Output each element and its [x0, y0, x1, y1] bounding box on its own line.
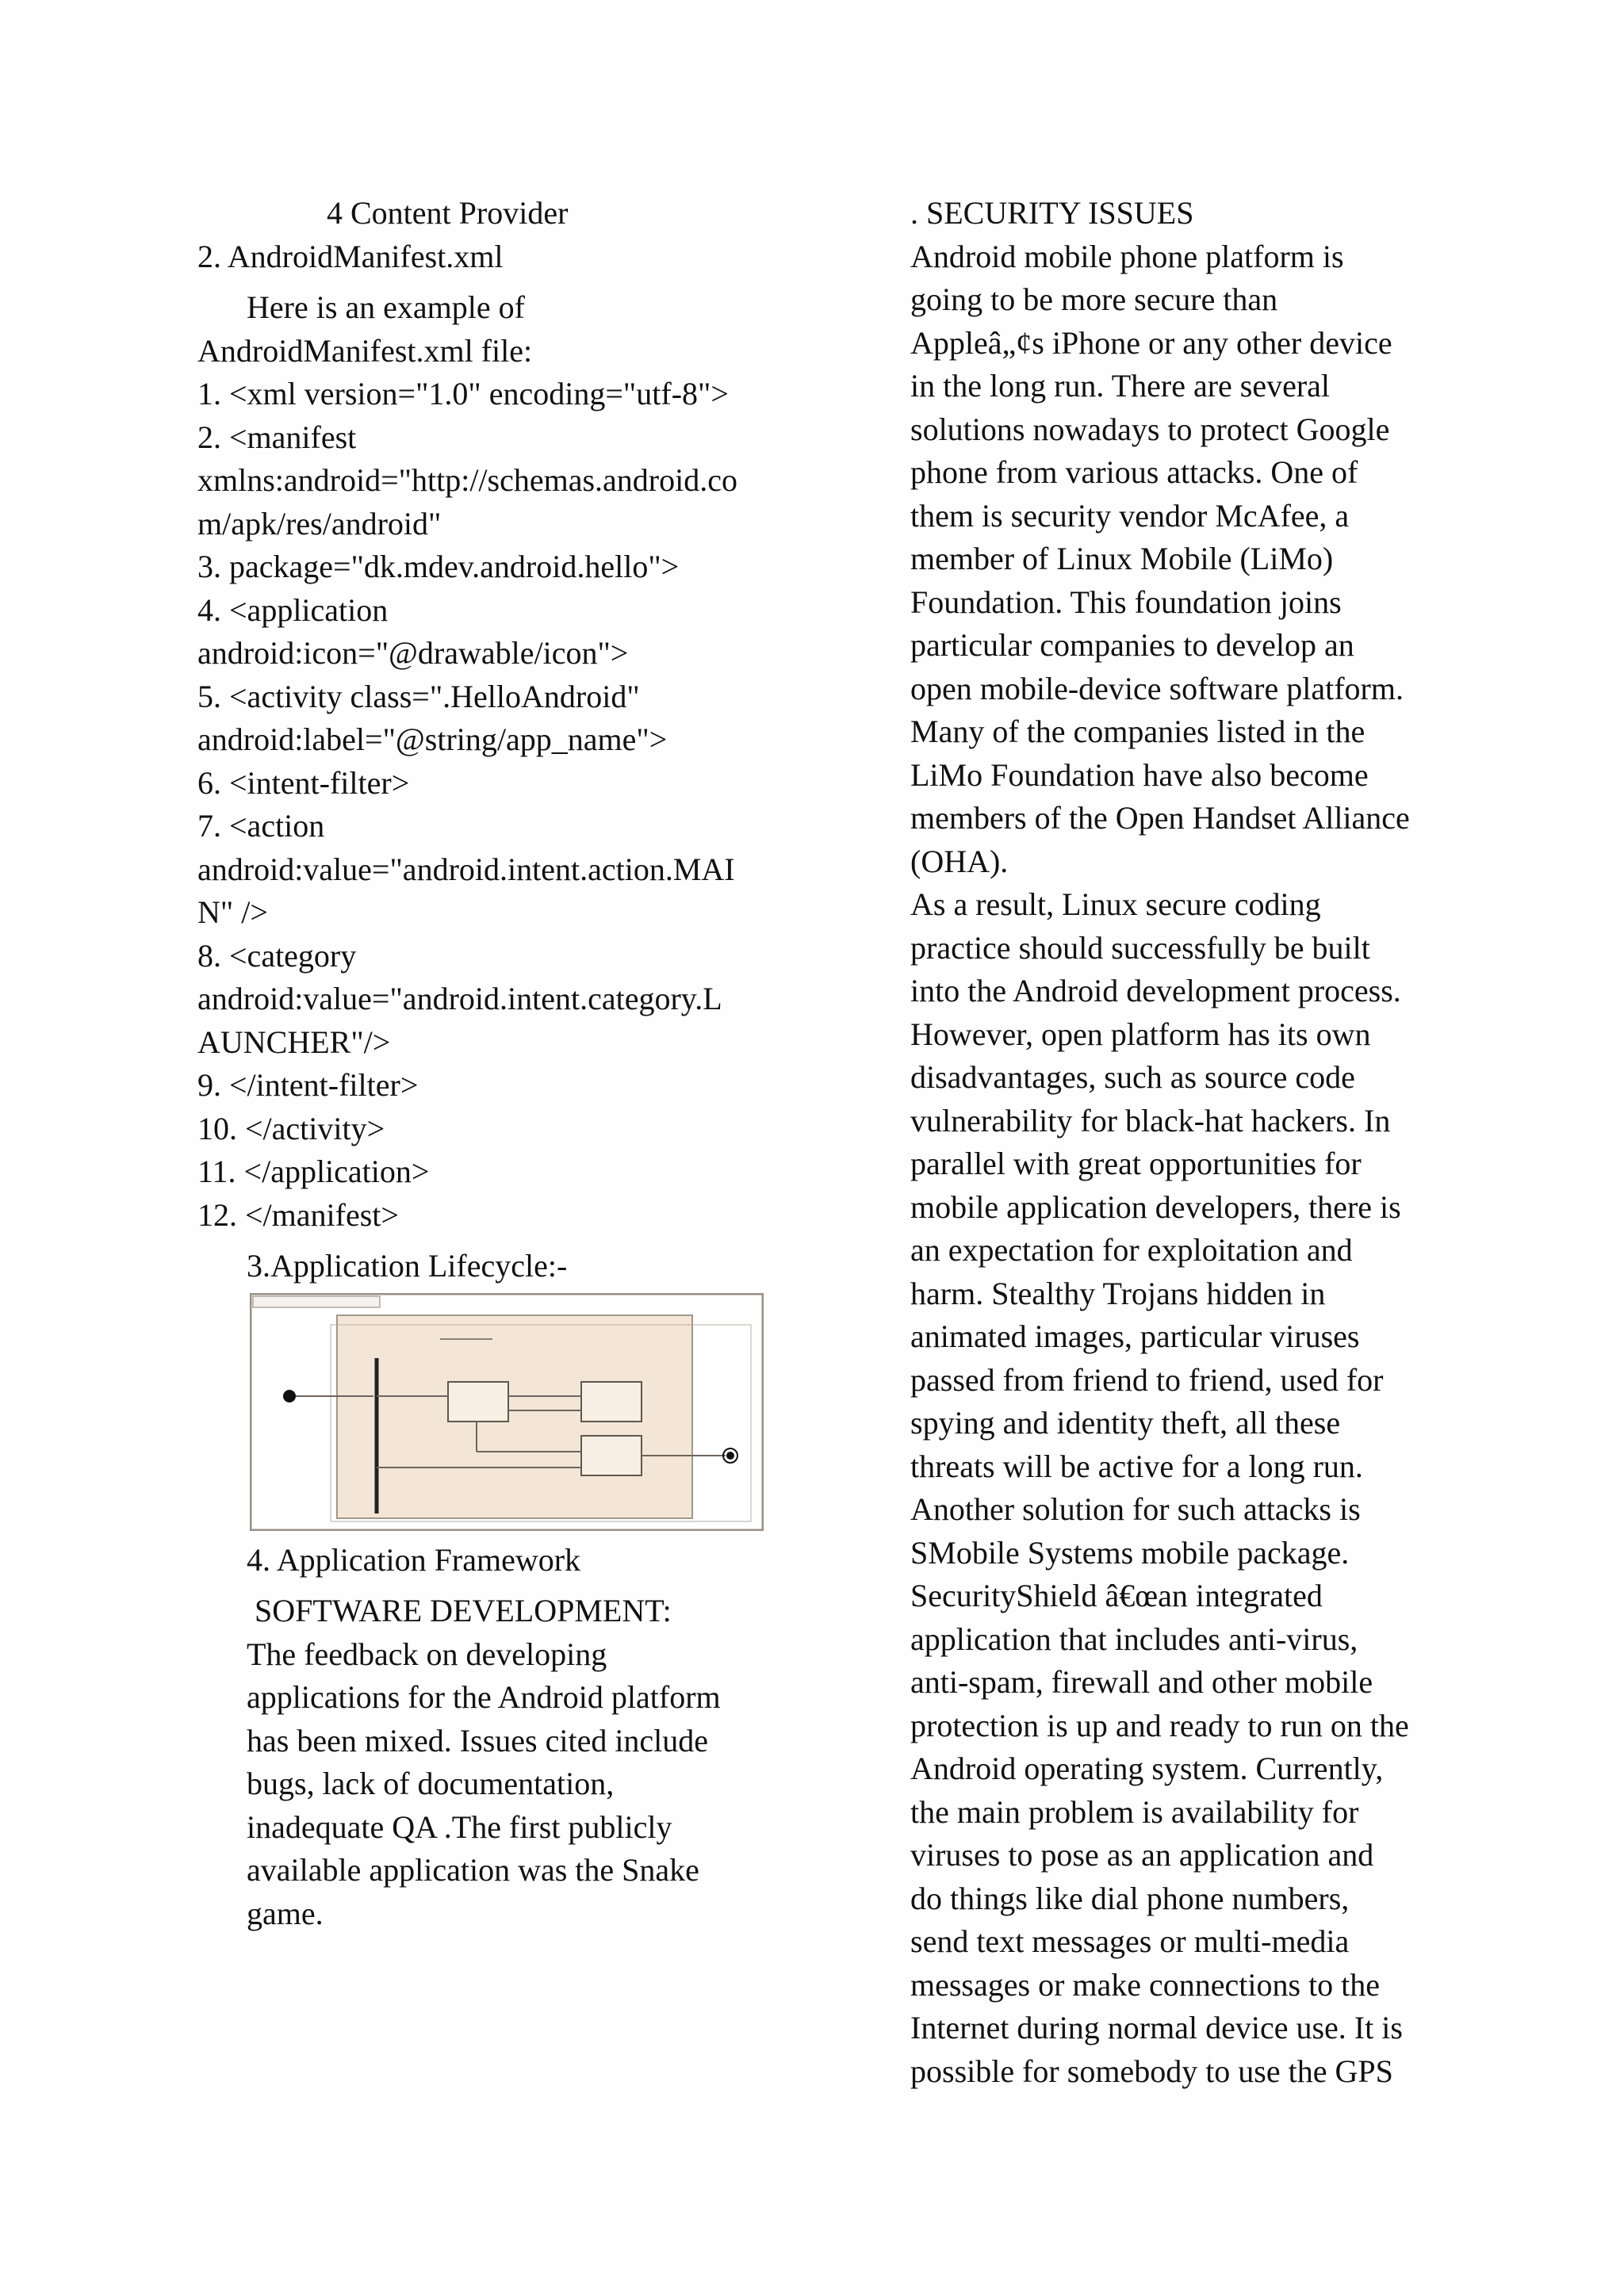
paragraph-line: Another solution for such attacks is — [910, 1491, 1361, 1527]
code-line: android:label="@string/app_name"> — [197, 721, 668, 757]
paragraph-line: Appleâ„¢s iPhone or any other device — [910, 324, 1392, 361]
paragraph-line: Internet during normal device use. It is — [910, 2010, 1403, 2045]
paragraph-line: practice should successfully be built — [910, 929, 1370, 966]
paragraph-line: has been mixed. Issues cited include — [247, 1722, 709, 1758]
paragraph-line: particular companies to develop an — [910, 627, 1354, 663]
lifecycle-diagram — [250, 1293, 764, 1531]
code-line: 1. <xml version="1.0" encoding="utf-8"> — [197, 376, 729, 411]
paragraph-line: members of the Open Handset Alliance — [910, 800, 1410, 836]
code-line: android:value="android.intent.action.MAI — [197, 851, 735, 887]
paragraph-line: Android mobile phone platform is — [910, 238, 1344, 274]
code-line: 6. <intent-filter> — [197, 764, 410, 801]
paragraph-line: viruses to pose as an application and — [910, 1837, 1374, 1873]
paragraph-line: the main problem is availability for — [910, 1793, 1359, 1830]
example-intro-line-2: AndroidManifest.xml file: — [197, 332, 533, 369]
paragraph-line: in the long run. There are several — [910, 368, 1331, 404]
code-line: 5. <activity class=".HelloAndroid" — [197, 678, 640, 714]
software-development-section — [197, 1590, 768, 1935]
paragraph-line: The feedback on developing — [247, 1636, 607, 1672]
paragraph-line: messages or make connections to the — [910, 1966, 1381, 2003]
paragraph-line: spying and identity theft, all these — [910, 1405, 1341, 1441]
paragraph-line: an expectation for exploitation and — [910, 1232, 1353, 1268]
paragraph-line: send text messages or multi-media — [910, 1923, 1350, 1959]
paragraph-line: harm. Stealthy Trojans hidden in — [910, 1275, 1326, 1311]
right-column — [910, 192, 1450, 2093]
paragraph-line: them is security vendor McAfee, a — [910, 497, 1350, 534]
paragraph-line: available application was the Snake — [247, 1852, 699, 1888]
paragraph-line: applications for the Android platform — [247, 1679, 721, 1715]
paragraph-line: As a result, Linux secure coding — [910, 886, 1321, 922]
paragraph-line: into the Android development process. — [910, 973, 1401, 1008]
code-line: 12. </manifest> — [197, 1196, 399, 1233]
paragraph-line: disadvantages, such as source code — [910, 1059, 1355, 1095]
code-line: 8. <category — [197, 937, 357, 974]
paragraph-line: protection is up and ready to run on the — [910, 1707, 1409, 1743]
paragraph-line: anti-spam, firewall and other mobile — [910, 1664, 1373, 1700]
paragraph-line: vulnerability for black-hat hackers. In — [910, 1102, 1391, 1138]
code-line: 9. </intent-filter> — [197, 1067, 419, 1103]
manifest-code-listing — [197, 373, 768, 1237]
code-line: 4. <application — [197, 591, 389, 628]
paragraph-line: application that includes anti-virus, — [910, 1621, 1358, 1657]
paragraph-line: (OHA). — [910, 843, 1009, 879]
paragraph-line: inadequate QA .The first publicly — [247, 1808, 672, 1845]
code-line: 3. package="dk.mdev.android.hello"> — [197, 549, 680, 584]
paragraph-line: phone from various attacks. One of — [910, 454, 1358, 490]
code-line: 10. </activity> — [197, 1110, 385, 1146]
lifecycle-heading: 3.Application Lifecycle:- — [247, 1248, 568, 1284]
paragraph-line: passed from friend to friend, used for — [910, 1361, 1384, 1398]
paragraph-line: open mobile-device software platform. — [910, 670, 1404, 706]
code-line: m/apk/res/android" — [197, 505, 442, 541]
code-line: AUNCHER"/> — [197, 1024, 391, 1060]
paragraph-line: member of Linux Mobile (LiMo) — [910, 541, 1334, 576]
paragraph-line: animated images, particular viruses — [910, 1318, 1360, 1354]
software-development-heading: SOFTWARE DEVELOPMENT: — [255, 1593, 672, 1628]
paragraph-line: SecurityShield â€œan integrated — [910, 1578, 1323, 1613]
paragraph-line: threats will be active for a long run. — [910, 1448, 1363, 1484]
paragraph-line: LiMo Foundation have also become — [910, 756, 1369, 793]
paragraph-line: bugs, lack of documentation, — [247, 1766, 615, 1801]
paragraph-line: parallel with great opportunities for — [910, 1146, 1362, 1181]
paragraph-line: do things like dial phone numbers, — [910, 1880, 1350, 1916]
security-issues-body — [910, 235, 1450, 2094]
code-line: android:icon="@drawable/icon"> — [197, 635, 629, 671]
paragraph-line: possible for somebody to use the GPS — [910, 2053, 1393, 2089]
paragraph-line: solutions nowadays to protect Google — [910, 411, 1390, 447]
example-intro-line-1: Here is an example of — [247, 289, 525, 325]
code-line: android:value="android.intent.category.L — [197, 981, 722, 1016]
content-provider-heading: 4 Content Provider — [327, 195, 569, 231]
paragraph-line: going to be more secure than — [910, 281, 1278, 317]
code-line: xmlns:android="http://schemas.android.co — [197, 462, 737, 498]
manifest-heading: 2. AndroidManifest.xml — [197, 238, 504, 274]
paragraph-line: Many of the companies listed in the — [910, 714, 1365, 749]
paragraph-line: Android operating system. Currently, — [910, 1751, 1384, 1786]
code-line: N" /> — [197, 894, 268, 930]
paragraph-line: mobile application developers, there is — [910, 1188, 1401, 1225]
paragraph-line: game. — [247, 1895, 324, 1931]
code-line: 7. <action — [197, 808, 325, 844]
paragraph-line: Foundation. This foundation joins — [910, 584, 1342, 620]
code-line: 2. <manifest — [197, 419, 357, 455]
code-line: 11. </application> — [197, 1154, 430, 1189]
security-issues-heading: . SECURITY ISSUES — [910, 195, 1194, 231]
paragraph-line: SMobile Systems mobile package. — [910, 1534, 1350, 1571]
paragraph-line: However, open platform has its own — [910, 1016, 1371, 1052]
framework-heading: 4. Application Framework — [247, 1541, 581, 1578]
left-column — [197, 192, 768, 1935]
